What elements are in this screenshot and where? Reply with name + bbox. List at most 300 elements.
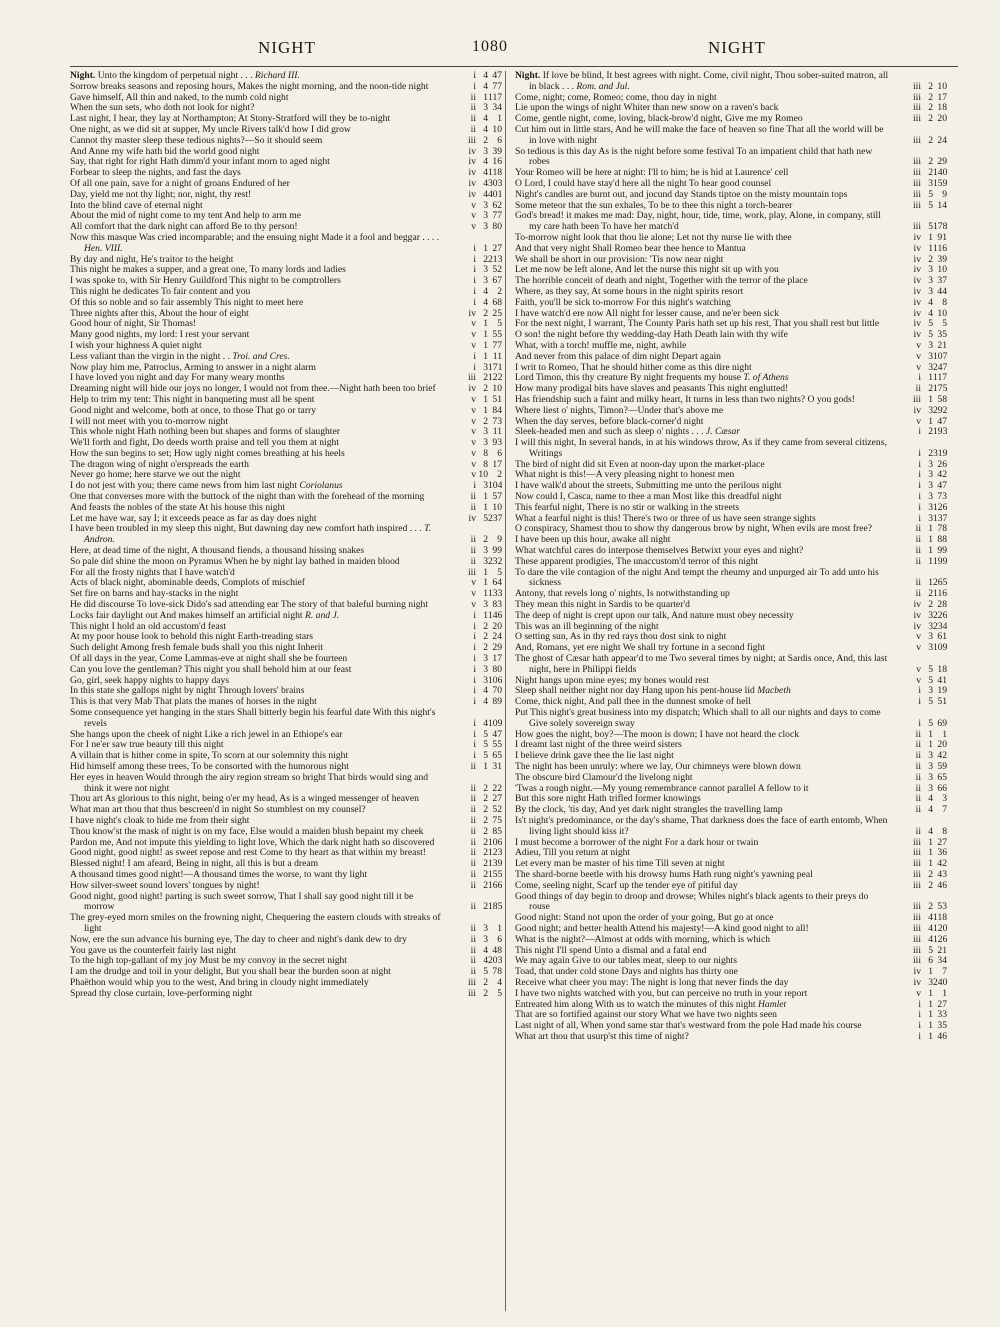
scene-number: 5 <box>928 221 933 233</box>
line-number: 77 <box>492 210 502 222</box>
quotation-text: What, with a torch! muffle me, night, awhile <box>515 339 687 351</box>
line-number: 42 <box>937 858 947 870</box>
scene-number: 3 <box>928 177 933 189</box>
line-number: 46 <box>937 1030 947 1042</box>
quotation-text: The bird of night did sit Even at noon-day upon the market-place <box>515 458 765 470</box>
act-number: iii <box>913 868 921 880</box>
line-number: 171 <box>488 361 502 373</box>
line-number: 88 <box>937 534 947 546</box>
concordance-entry <box>70 233 502 255</box>
quotation-text: I do not jest with you; there came news from him last night <box>70 480 298 492</box>
quotation-text: Her eyes in heaven Would through the airy region stream so bright That birds would sing and think it were not night <box>70 771 429 794</box>
line-number: 66 <box>937 782 947 794</box>
act-number: v <box>916 674 921 686</box>
act-scene-line-reference <box>891 989 947 1000</box>
scene-number: 5 <box>483 739 488 751</box>
quotation-text: This night I hold an old accustom'd feast <box>70 620 226 632</box>
quotation-text: Sleek-headed men and such as sleep o' nights . . . <box>515 426 704 438</box>
play-title: Hamlet <box>755 998 787 1010</box>
line-number: 319 <box>933 447 947 459</box>
line-number: 106 <box>488 836 502 848</box>
quotation-text: I must become a borrower of the night For a dark hour or twain <box>515 836 759 848</box>
act-number: v <box>471 469 476 481</box>
line-number: 34 <box>937 955 947 967</box>
act-scene-line-reference <box>446 827 502 838</box>
scene-number: 1 <box>928 555 933 567</box>
line-number: 42 <box>937 469 947 481</box>
scene-number: 4 <box>483 717 488 729</box>
line-number: 78 <box>492 966 502 978</box>
act-number: ii <box>470 847 476 859</box>
act-number: i <box>473 609 476 621</box>
line-number: 104 <box>488 480 502 492</box>
quotation-text: What night is this!—A very pleasing night to honest men <box>515 469 735 481</box>
line-number: 52 <box>492 804 502 816</box>
line-number: 5 <box>942 318 947 330</box>
line-number: 20 <box>937 739 947 751</box>
act-number: v <box>471 393 476 405</box>
act-number: iii <box>913 847 921 859</box>
line-number: 126 <box>933 501 947 513</box>
line-number: 21 <box>937 339 947 351</box>
act-number: iii <box>913 188 921 200</box>
header-rule <box>70 66 958 67</box>
act-number: v <box>471 437 476 449</box>
act-scene-line-reference <box>446 665 502 676</box>
quotation-text: How many prodigal bits have slaves and peasants This night englutted! <box>515 383 789 395</box>
scene-number: 2 <box>928 91 933 103</box>
scene-number: 2 <box>928 102 933 114</box>
scene-number: 10 <box>478 469 488 481</box>
line-number: 47 <box>492 728 502 740</box>
line-number: 10 <box>492 383 502 395</box>
scene-number: 3 <box>928 771 933 783</box>
act-scene-line-reference <box>891 244 947 255</box>
act-scene-line-reference <box>446 514 502 525</box>
line-number: 28 <box>937 599 947 611</box>
act-number: i <box>918 1020 921 1032</box>
scene-number: 1 <box>483 242 488 254</box>
quotation-text: The shard-borne beetle with his drowsy hums Hath rung night's yawning peal <box>515 868 813 880</box>
line-number: 1 <box>497 113 502 125</box>
act-number: ii <box>915 728 921 740</box>
act-number: ii <box>470 804 476 816</box>
act-number: iv <box>468 156 476 168</box>
line-number: 18 <box>937 663 947 675</box>
act-number: v <box>471 458 476 470</box>
scene-number: 1 <box>928 728 933 740</box>
scene-number: 4 <box>928 793 933 805</box>
act-number: ii <box>915 750 921 762</box>
line-number: 292 <box>933 404 947 416</box>
scene-number: 3 <box>483 210 488 222</box>
quotation-text: The obscure bird Clamour'd the livelong night <box>515 771 693 783</box>
line-number: 20 <box>492 620 502 632</box>
scene-number: 2 <box>483 134 488 146</box>
quotation-text: We shall be short in our provision: 'Tis now near night <box>515 253 724 265</box>
act-number: v <box>471 404 476 416</box>
line-number: 232 <box>488 555 502 567</box>
scene-number: 3 <box>928 458 933 470</box>
line-number: 226 <box>933 609 947 621</box>
quotation-text: For the next night, I warrant, The County Paris hath set up his rest, That you shall rest but little <box>515 318 880 330</box>
line-number: 27 <box>937 836 947 848</box>
quotation-text: Here, at dead time of the night, A thousand fiends, a thousand hissing snakes <box>70 545 365 557</box>
line-number: 6 <box>497 134 502 146</box>
scene-number: 2 <box>928 426 933 438</box>
line-number: 203 <box>488 955 502 967</box>
scene-number: 2 <box>483 782 488 794</box>
quotation-text: Antony, that revels long o' nights, Is notwithstanding up <box>515 588 730 600</box>
line-number: 155 <box>488 868 502 880</box>
quotation-text: What is the night?—Almost at odds with morning, which is which <box>515 933 771 945</box>
quotation-text: Spread thy close curtain, love-performing night <box>70 987 253 999</box>
line-number: 34 <box>492 102 502 114</box>
line-number: 16 <box>492 156 502 168</box>
act-scene-line-reference <box>446 82 502 93</box>
line-number: 19 <box>937 685 947 697</box>
quotation-text: I have watch'd ere now All night for lesser cause, and ne'er been sick <box>515 307 779 319</box>
line-number: 75 <box>492 814 502 826</box>
quotation-text: Good hour of night, Sir Thomas! <box>70 318 197 330</box>
quotation-text: You gave us the counterfeit fairly last night <box>70 944 237 956</box>
quotation-text: Lie upon the wings of night Whiter than new snow on a raven's back <box>515 102 779 114</box>
line-number: 55 <box>492 739 502 751</box>
line-number: 35 <box>937 1020 947 1032</box>
quotation-text: This night I'll spend Unto a dismal and a fatal end <box>515 944 707 956</box>
line-number: 109 <box>488 717 502 729</box>
play-title: R. and J. <box>302 609 340 621</box>
act-number: ii <box>470 966 476 978</box>
act-number: i <box>918 372 921 384</box>
quotation-text: I have been up this hour, awake all night <box>515 534 671 546</box>
act-number: ii <box>470 933 476 945</box>
line-number: 78 <box>937 523 947 535</box>
act-number: iii <box>468 987 476 999</box>
scene-number: 3 <box>928 404 933 416</box>
act-number: iv <box>913 329 921 341</box>
scene-number: 2 <box>483 804 488 816</box>
line-number: 18 <box>937 102 947 114</box>
line-number: 8 <box>942 296 947 308</box>
scene-number: 4 <box>928 912 933 924</box>
act-scene-line-reference <box>446 697 502 708</box>
scene-number: 2 <box>483 847 488 859</box>
scene-number: 3 <box>928 685 933 697</box>
quotation-text: And Anne my wife hath bid the world good night <box>70 145 260 157</box>
quotation-text: Set fire on barns and hay-stacks in the night <box>70 588 239 600</box>
quotation-text: This whole night Hath nothing been but shapes and forms of slaughter <box>70 426 340 438</box>
scene-number: 2 <box>483 879 488 891</box>
quotation-text: I believe drink gave thee the lie last night <box>515 750 674 762</box>
scene-number: 1 <box>483 577 488 589</box>
line-number: 2 <box>497 285 502 297</box>
act-number: v <box>471 447 476 459</box>
quotation-text: Come, gentle night, come, loving, black-brow'd night, Give me my Romeo <box>515 113 803 125</box>
act-number: i <box>473 296 476 308</box>
act-number: ii <box>470 123 476 135</box>
act-number: iii <box>468 134 476 146</box>
act-number: ii <box>470 501 476 513</box>
scene-number: 2 <box>483 836 488 848</box>
act-number: ii <box>470 901 476 913</box>
scene-number: 2 <box>483 253 488 265</box>
act-number: iv <box>913 599 921 611</box>
act-number: i <box>918 501 921 513</box>
quotation-text: A villain that is hither come in spite, To scorn at our solemnity this night <box>70 750 349 762</box>
quotation-text: And, Romans, yet ere night We shall try fortune in a second fight <box>515 642 766 654</box>
quotation-text: I have been troubled in my sleep this night, But dawning day new comfort hath inspired . . . <box>70 523 422 535</box>
scene-number: 2 <box>928 447 933 459</box>
scene-number: 3 <box>928 350 933 362</box>
quotation-text: What art thou that usurp'st this time of night? <box>515 1030 689 1042</box>
quotation-text: To dare the vile contagion of the night And tempt the rheumy and unpurged air To add unto his sickness <box>515 566 879 589</box>
scene-number: 3 <box>483 674 488 686</box>
act-scene-line-reference <box>446 136 502 147</box>
quotation-text: At my poor house look to behold this night Earth-treading stars <box>70 631 314 643</box>
scene-number: 5 <box>483 728 488 740</box>
line-number: 73 <box>492 415 502 427</box>
scene-number: 5 <box>483 750 488 762</box>
quotation-text: Good night, good night! as sweet repose and rest Come to thy heart as that within my breast! <box>70 847 426 859</box>
scene-number: 3 <box>483 275 488 287</box>
quotation-text: How silver-sweet sound lovers' tongues by night! <box>70 879 260 891</box>
scene-number: 3 <box>483 653 488 665</box>
quotation-text: Some meteor that the sun exhales, To be to thee this night a torch-bearer <box>515 199 793 211</box>
act-number: i <box>473 275 476 287</box>
quotation-text: 'Twas a rough night.—My young remembrance cannot parallel A fellow to it <box>515 782 809 794</box>
act-number: iii <box>913 167 921 179</box>
quotation-text: Last night, I hear, they lay at Northampton; At Stony-Stratford will they be to-night <box>70 113 391 125</box>
scene-number: 1 <box>928 523 933 535</box>
concordance-entry <box>515 211 947 233</box>
scene-number: 1 <box>928 739 933 751</box>
scene-number: 3 <box>928 339 933 351</box>
line-number: 41 <box>937 674 947 686</box>
quotation-text: We may again Give to our tables meat, sleep to our nights <box>515 955 737 967</box>
act-scene-line-reference <box>446 989 502 1000</box>
act-number: ii <box>470 955 476 967</box>
act-number: iv <box>468 177 476 189</box>
quotation-text: Day, yield me not thy light; nor, night, thy rest! <box>70 188 252 200</box>
scene-number: 1 <box>928 242 933 254</box>
scene-number: 5 <box>928 674 933 686</box>
act-number: i <box>473 285 476 297</box>
quotation-text: I dreamt last night of the three weird sisters <box>515 739 682 751</box>
line-number: 46 <box>937 879 947 891</box>
scene-number: 2 <box>483 415 488 427</box>
act-number: i <box>918 696 921 708</box>
act-scene-line-reference <box>446 244 502 255</box>
quotation-text: Entreated him along With us to watch the minutes of this night <box>515 998 756 1010</box>
act-number: ii <box>470 858 476 870</box>
act-number: ii <box>470 922 476 934</box>
act-number: i <box>473 642 476 654</box>
scene-number: 1 <box>483 404 488 416</box>
line-number: 42 <box>937 750 947 762</box>
act-scene-line-reference <box>891 881 947 892</box>
scene-number: 3 <box>483 199 488 211</box>
quotation-text: This fearful night, There is no stir or walking in the streets <box>515 501 740 513</box>
scene-number: 2 <box>928 253 933 265</box>
scene-number: 4 <box>483 167 488 179</box>
concordance-entry <box>515 892 947 914</box>
concordance-entry <box>515 654 947 676</box>
line-number: 10 <box>492 123 502 135</box>
scene-number: 3 <box>928 976 933 988</box>
play-title: Macbeth <box>754 685 791 697</box>
concordance-entry <box>70 913 502 935</box>
act-number: iii <box>913 221 921 233</box>
act-number: ii <box>915 739 921 751</box>
act-number: i <box>918 426 921 438</box>
line-number: 33 <box>937 1009 947 1021</box>
header-right-keyword: NIGHT <box>708 38 766 57</box>
scene-number: 5 <box>928 318 933 330</box>
play-title: Richard III. <box>252 71 300 81</box>
scene-number: 2 <box>928 383 933 395</box>
act-number: iii <box>913 156 921 168</box>
line-number: 27 <box>492 242 502 254</box>
line-number: 65 <box>492 750 502 762</box>
scene-number: 2 <box>483 383 488 395</box>
scene-number: 1 <box>928 847 933 859</box>
quotation-text: In this state she gallops night by night Through lovers' brains <box>70 685 305 697</box>
quotation-text: I was spoke to, with Sir Henry Guildford This night to be comptrollers <box>70 275 341 287</box>
act-number: i <box>473 80 476 92</box>
quotation-text: For I ne'er saw true beauty till this night <box>70 739 224 751</box>
scene-number: 1 <box>928 231 933 243</box>
quotation-text: So tedious is this day As is the night before some festival To an impatient child that hath new robes <box>515 145 873 168</box>
scene-number: 3 <box>483 922 488 934</box>
quotation-text: All comfort that the dark night can afford Be to thy person! <box>70 221 298 233</box>
line-number: 65 <box>937 771 947 783</box>
line-number: 22 <box>492 782 502 794</box>
act-number: ii <box>915 771 921 783</box>
scene-number: 1 <box>483 501 488 513</box>
act-scene-line-reference <box>891 805 947 816</box>
act-scene-line-reference <box>891 773 947 784</box>
line-number: 43 <box>937 868 947 880</box>
concordance-entry <box>515 147 947 169</box>
act-number: i <box>473 717 476 729</box>
act-number: iv <box>468 383 476 395</box>
quotation-text: The grey-eyed morn smiles on the frowning night, Chequering the eastern clouds with streaks of light <box>70 912 441 934</box>
scene-number: 5 <box>928 944 933 956</box>
line-number: 9 <box>942 188 947 200</box>
quotation-text: Phaëthon would whip you to the west, And bring in cloudy night immediately <box>70 976 369 988</box>
line-number: 5 <box>497 987 502 999</box>
act-number: iii <box>468 372 476 384</box>
quotation-text: That are so fortified against our story What we have two nights seen <box>515 1009 777 1021</box>
act-number: ii <box>470 102 476 114</box>
act-number: iv <box>913 620 921 632</box>
scene-number: 1 <box>483 91 488 103</box>
quotation-text: Where liest o' nights, Timon?—Under that's above me <box>515 404 724 416</box>
scene-number: 4 <box>928 296 933 308</box>
quotation-text: Your Romeo will be here at night: I'll to him; he is hid at Laurence' cell <box>515 167 789 179</box>
line-number: 6 <box>497 933 502 945</box>
quotation-text: Last night of all, When yond same star that's westward from the pole Had made his course <box>515 1020 862 1032</box>
quotation-text: Lord Timon, this thy creature By night frequents my house <box>515 372 741 384</box>
act-number: v <box>916 642 921 654</box>
act-number: i <box>918 1030 921 1042</box>
act-scene-line-reference <box>446 719 502 730</box>
line-number: 17 <box>492 653 502 665</box>
quotation-text: A thousand times good night!—A thousand times the worse, to want thy light <box>70 868 368 880</box>
play-title: Coriolanus <box>297 480 343 492</box>
concordance-entry <box>70 989 502 1000</box>
act-number: i <box>473 631 476 643</box>
line-number: 109 <box>933 642 947 654</box>
quotation-text: For all the frosty nights that I have watch'd <box>70 566 235 578</box>
act-scene-line-reference <box>891 935 947 946</box>
act-number: ii <box>470 491 476 503</box>
line-number: 47 <box>937 415 947 427</box>
quotation-text: Blessed night! I am afeard, Being in night, all this is but a dream <box>70 858 319 870</box>
quotation-text: Now, ere the sun advance his burning eye, The day to cheer and night's dank dew to dry <box>70 933 407 945</box>
line-number: 11 <box>492 426 502 438</box>
act-number: v <box>916 361 921 373</box>
line-number: 175 <box>933 383 947 395</box>
line-number: 26 <box>937 458 947 470</box>
act-scene-line-reference <box>891 114 947 125</box>
act-scene-line-reference <box>891 406 947 417</box>
quotation-text: One that converses more with the buttock of the night than with the forehead of the morning <box>70 491 425 503</box>
act-scene-line-reference <box>891 643 947 654</box>
quotation-text: Dreaming night will hide our joys no longer, I would not from thee.—Night hath been too brief <box>70 383 436 395</box>
line-number: 107 <box>933 350 947 362</box>
page-number: 1080 <box>472 38 508 55</box>
line-number: 21 <box>937 944 947 956</box>
scene-number: 1 <box>928 372 933 384</box>
scene-number: 2 <box>483 793 488 805</box>
line-number: 27 <box>492 793 502 805</box>
scene-number: 2 <box>928 588 933 600</box>
quotation-text: Forbear to sleep the nights, and fast the days <box>70 167 241 179</box>
quotation-text: About the mid of night come to my tent And help to arm me <box>70 210 302 222</box>
act-scene-line-reference <box>446 902 502 913</box>
right-column <box>515 71 947 1311</box>
act-number: i <box>918 480 921 492</box>
act-number: i <box>918 469 921 481</box>
line-number: 17 <box>492 458 502 470</box>
scene-number: 4 <box>928 933 933 945</box>
quotation-text: Unto the kingdom of perpetual night . . . <box>97 71 253 81</box>
scene-number: 1 <box>483 761 488 772</box>
quotation-text: By day and night, He's traitor to the height <box>70 253 234 265</box>
line-number: 73 <box>937 491 947 503</box>
line-number: 7 <box>942 966 947 978</box>
scene-number: 3 <box>483 437 488 449</box>
line-number: 303 <box>488 177 502 189</box>
line-number: 52 <box>492 264 502 276</box>
act-number: iii <box>913 912 921 924</box>
act-number: ii <box>915 523 921 535</box>
act-number: i <box>473 696 476 708</box>
act-number: iv <box>913 285 921 297</box>
scene-number: 4 <box>483 156 488 168</box>
quotation-text: So pale did shine the moon on Pyramus When he by night lay bathed in maiden blood <box>70 555 400 567</box>
quotation-text: What watchful cares do interpose themselves Betwixt your eyes and night? <box>515 545 804 557</box>
act-number: iv <box>913 404 921 416</box>
play-title: Rom. and Jul. <box>574 80 630 92</box>
quotation-text: What a fearful night is this! There's two or three of us have seen strange sights <box>515 512 816 524</box>
line-number: 122 <box>488 372 502 384</box>
quotation-text: Good things of day begin to droop and drowse; Whiles night's black agents to their preys do rouse <box>515 890 869 913</box>
scene-number: 2 <box>483 372 488 384</box>
quotation-text: Can you love the gentleman? This night you shall behold him at our feast <box>70 663 352 675</box>
